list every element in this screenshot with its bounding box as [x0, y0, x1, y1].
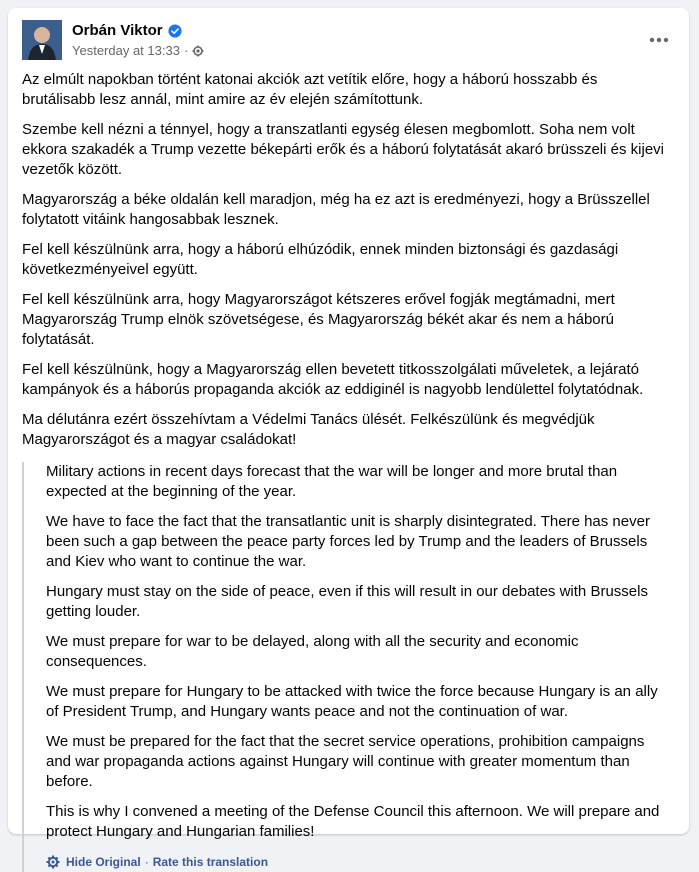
globe-settings-icon[interactable] — [192, 45, 204, 57]
post-header — [22, 20, 675, 64]
translated-paragraph: We must prepare for Hungary to be attacked with twice the force because Hungary is an ally of President Trump, and Hungary wants peace and not the continuation of war. — [46, 683, 658, 720]
post-meta — [72, 43, 204, 58]
original-paragraph: Fel kell készülnünk arra, hogy a háború elhúzódik, ennek minden biztonsági és gazdasági következményeivel együtt. — [22, 241, 619, 278]
post-content — [22, 70, 671, 872]
original-paragraph: Az elmúlt napokban történt katonai akciók azt vetítik előre, hogy a háború hosszabb és brutálisabb lesz annál, mint amire az év elején számítottunk. — [22, 71, 598, 108]
post-card — [8, 8, 689, 869]
translation-settings-icon[interactable] — [46, 855, 60, 869]
translated-paragraph: We must be prepared for the fact that the secret service operations, prohibition campaigns and war propaganda actions against Hungary will continue with greater momentum than before. — [46, 733, 645, 790]
author-row — [72, 22, 182, 39]
translated-paragraph: We have to face the fact that the transatlantic unit is sharply disintegrated. There has never been such a gap between the peace party forces led by Trump and the leaders of Brussels and Kiev who want to continue the war. — [46, 513, 650, 570]
translation-block — [22, 462, 671, 872]
original-paragraph: Magyarország a béke oldalán kell maradjon, még ha ez azt is eredményezi, hogy a Brüsszellel folytatott vitáink hangosabbak lesznek. — [22, 191, 650, 228]
post-timestamp[interactable]: Yesterday at 13:33 — [72, 43, 180, 58]
rate-translation-link[interactable]: Rate this translation — [152, 855, 269, 869]
original-paragraph: Fel kell készülnünk, hogy a Magyarország ellen bevetett titkosszolgálati műveletek, a lejárató kampányok és a háborús propaganda akciók az eddiginél is nagyobb lendülettel folytatódnak. — [22, 361, 644, 398]
more-options-icon — [649, 37, 669, 43]
translated-paragraph: This is why I convened a meeting of the Defense Council this afternoon. We will prepare and protect Hungary and Hungarian families! — [46, 803, 660, 840]
original-paragraph: Fel kell készülnünk arra, hogy Magyarországot kétszeres erővel fogják megtámadni, mert Magyarország Trump elnök szövetségese, és Magyarország békét akar és nem a háború folytatását. — [22, 291, 615, 348]
translated-paragraph: We must prepare for war to be delayed, along with all the security and economic consequences. — [46, 633, 579, 670]
meta-separator: · — [183, 43, 189, 58]
more-options-button[interactable] — [645, 26, 673, 54]
translated-paragraph: Hungary must stay on the side of peace, even if this will result in our debates with Brussels getting louder. — [46, 583, 648, 620]
original-text — [22, 70, 671, 450]
author-name[interactable]: Orbán Viktor — [72, 22, 163, 39]
translation-footer — [46, 852, 667, 872]
avatar[interactable] — [22, 20, 62, 60]
hide-original-link[interactable]: Hide Original — [66, 855, 141, 869]
verified-badge-icon — [168, 24, 182, 38]
original-paragraph: Szembe kell nézni a ténnyel, hogy a transzatlanti egység élesen megbomlott. Soha nem volt ekkora szakadék a Trump vezette békepárti erők és a háború folytatását akaró brüsszeli és kijevi vezetők között. — [22, 121, 664, 178]
original-paragraph: Ma délutánra ezért összehívtam a Védelmi Tanács ülését. Felkészülünk és megvédjük Magyarországot és a magyar családokat! — [22, 411, 595, 448]
translated-paragraph: Military actions in recent days forecast that the war will be longer and more brutal than expected at the beginning of the year. — [46, 463, 618, 500]
link-separator: · — [144, 855, 149, 869]
